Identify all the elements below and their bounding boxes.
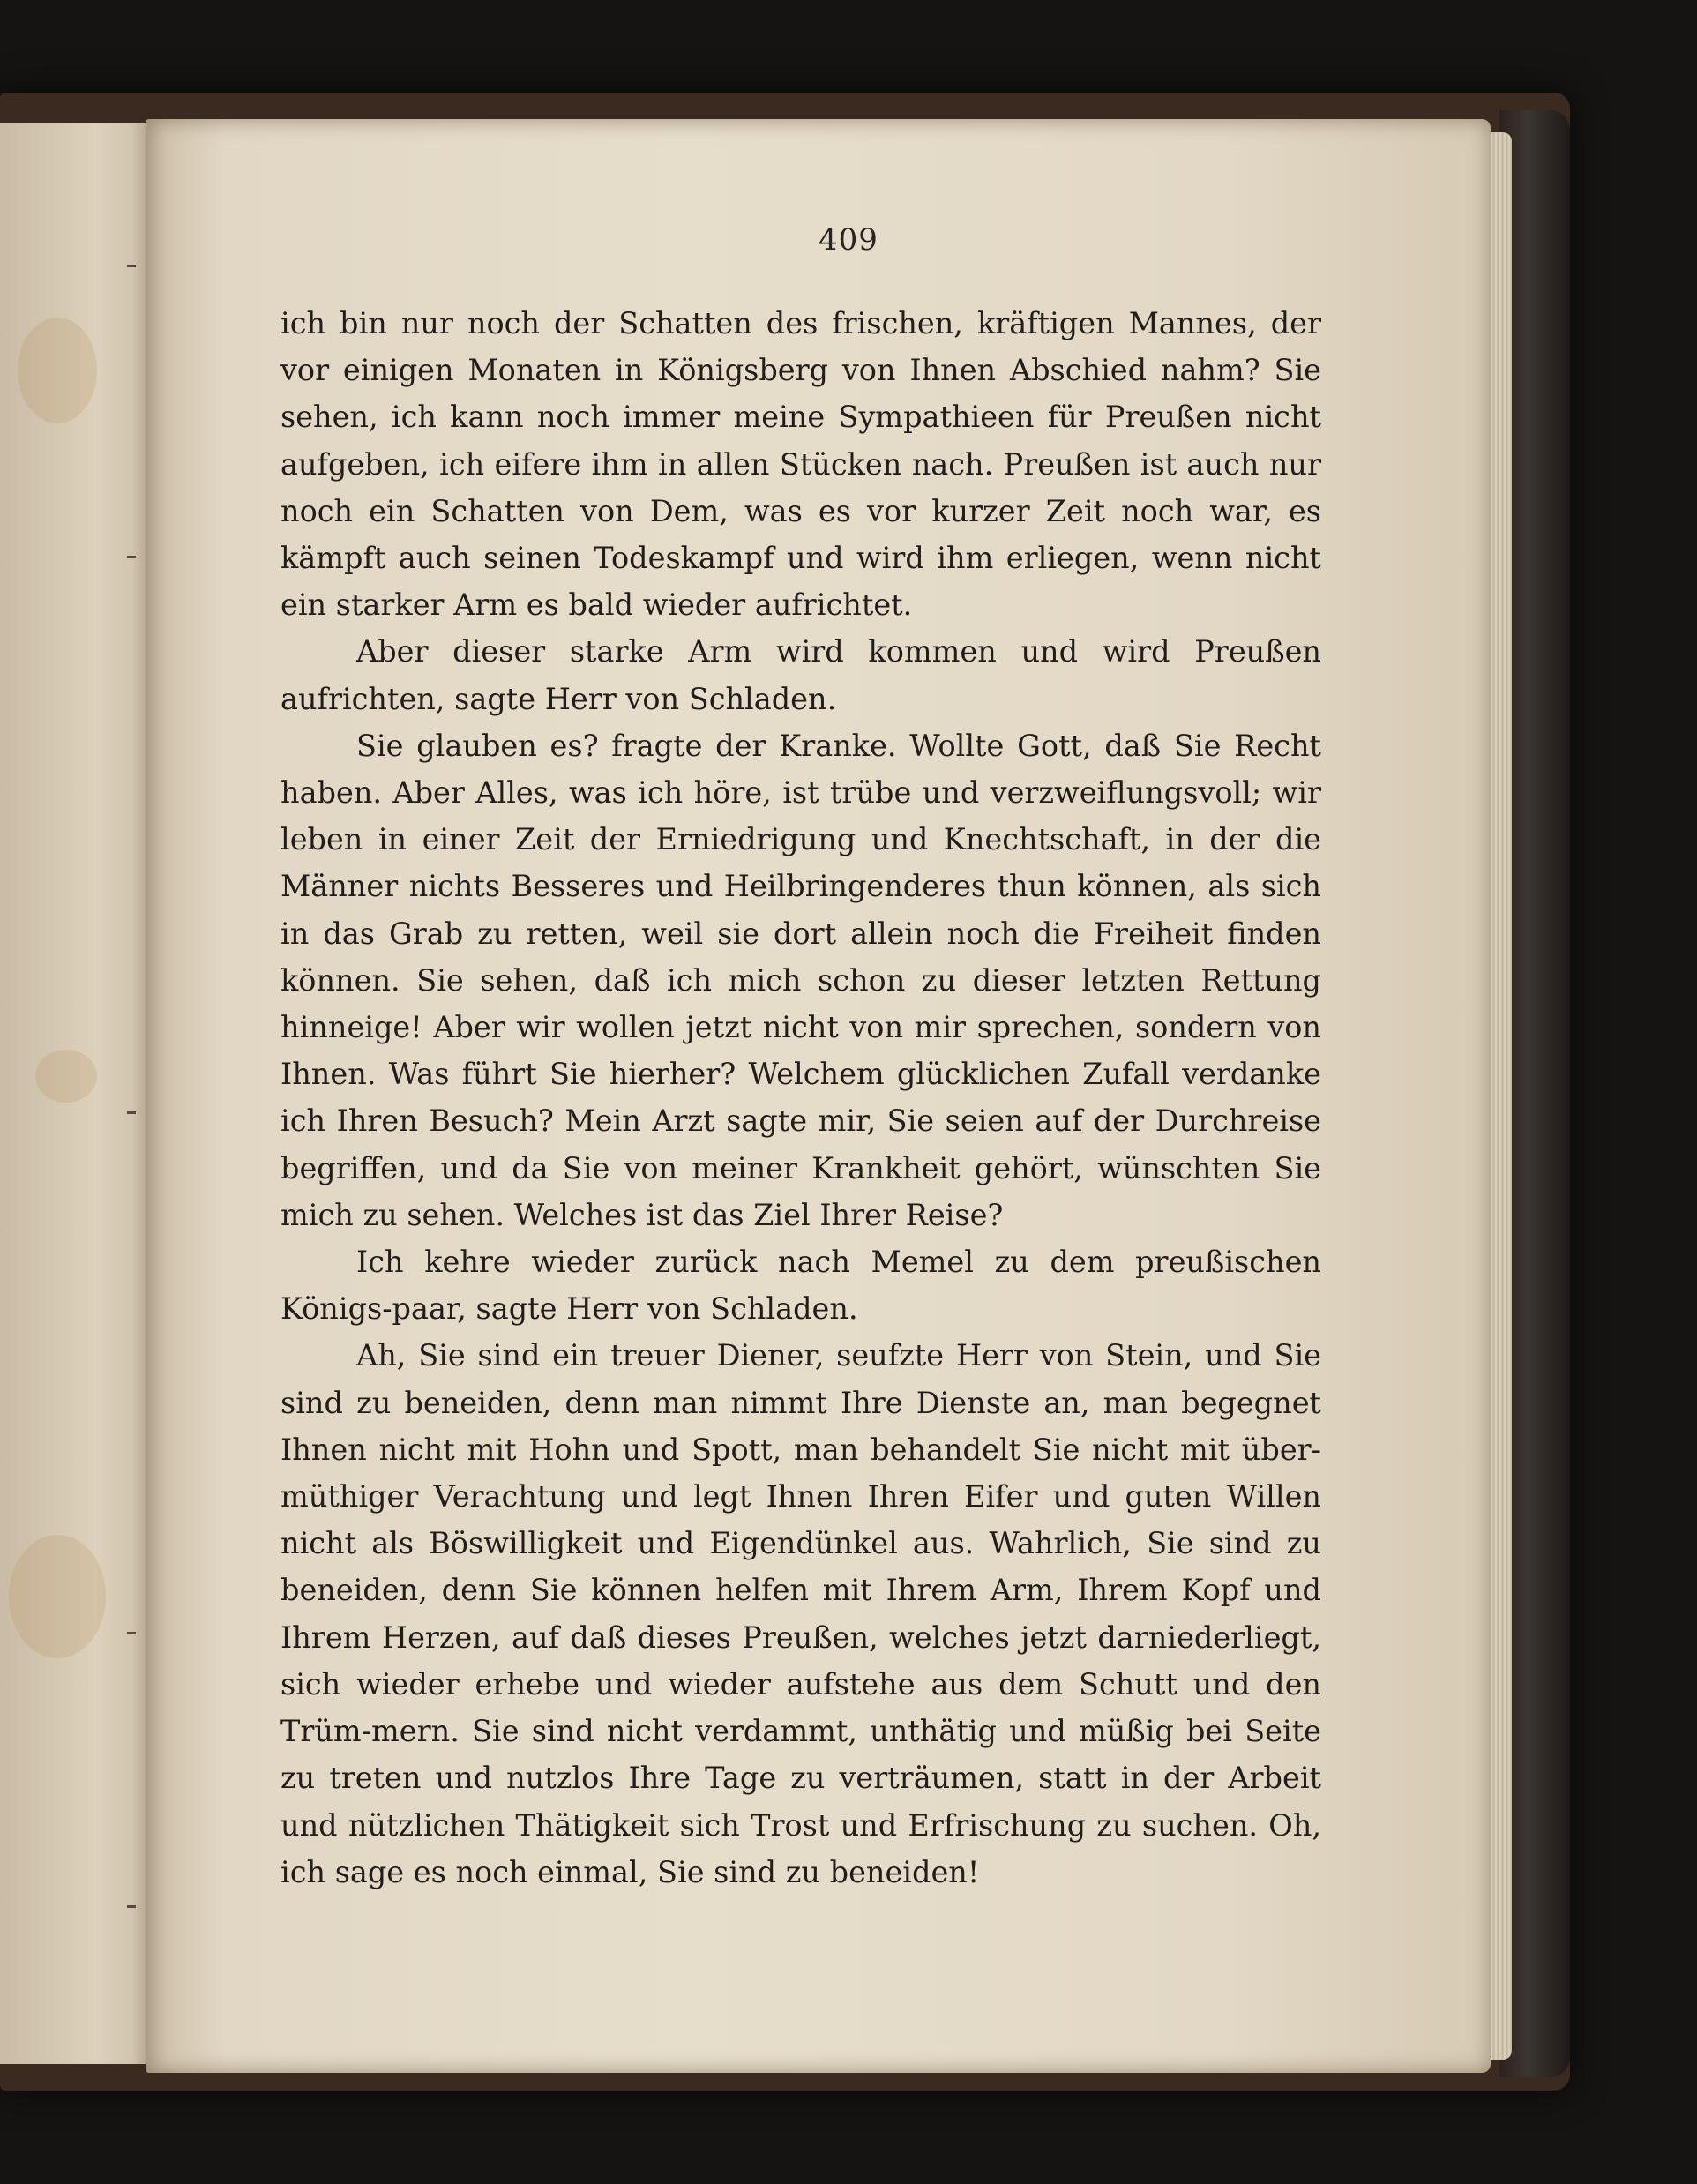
paragraph: ich bin nur noch der Schatten des frischen, kräftigen Mannes, der vor einigen Monaten in Königsberg von Ihnen Abschied nahm? Sie sehen, ich kann noch immer meine Sympathieen für Preußen nicht aufgeben, ich eifere ihm in allen Stücken nach. Preußen ist auch nur noch ein Schatten von Dem, was es vor kurzer Zeit noch war, es kämpft auch seinen Todeskampf und wird ihm erliegen, wenn nicht ein starker Arm es bald wieder aufrichtet. <box>280 306 1321 623</box>
page-number: 409 <box>819 222 878 258</box>
paper-stain <box>35 1050 97 1103</box>
paragraph: Ah, Sie sind ein treuer Diener, seufzte Herr von Stein, und Sie sind zu beneiden, denn man nimmt Ihre Dienste an, man begegnet Ihnen nicht mit Hohn und Spott, man behandelt Sie nicht mit über-müthiger Verachtung und legt Ihnen Ihren Eifer und guten Willen nicht als Böswilligkeit und Eigendünkel aus. Wahrlich, Sie sind zu beneiden, denn Sie können helfen mit Ihrem Arm, Ihrem Kopf und Ihrem Herzen, auf daß dieses Preußen, welches jetzt darniederliegt, sich wieder erhebe und wieder aufstehe aus dem Schutt und den Trüm-mern. Sie sind nicht verdammt, unthätig und müßig bei Seite zu treten und nutzlos Ihre Tage zu verträumen, statt in der Arbeit und nützlichen Thätigkeit sich Trost und Erfrischung zu suchen. Oh, ich sage es noch einmal, Sie sind zu beneiden! <box>280 1338 1321 1889</box>
paragraph: Aber dieser starke Arm wird kommen und wird Preußen aufrichten, sagte Herr von Schladen. <box>280 634 1321 716</box>
body-text <box>280 300 1321 1896</box>
paper-stain <box>9 1535 106 1658</box>
paragraph: Ich kehre wieder zurück nach Memel zu dem preußischen Königs-paar, sagte Herr von Schladen. <box>280 1245 1321 1327</box>
binding-thread-marks <box>123 265 141 1941</box>
paper-stain <box>18 318 97 423</box>
paragraph: Sie glauben es? fragte der Kranke. Wollte Gott, daß Sie Recht haben. Aber Alles, was ich höre, ist trübe und verzweiflungsvoll; wir leben in einer Zeit der Erniedrigung und Knechtschaft, in der die Männer nichts Besseres und Heilbringenderes thun können, als sich in das Grab zu retten, weil sie dort allein noch die Freiheit finden können. Sie sehen, daß ich mich schon zu dieser letzten Rettung hinneige! Aber wir wollen jetzt nicht von mir sprechen, sondern von Ihnen. Was führt Sie hierher? Welchem glücklichen Zufall verdanke ich Ihren Besuch? Mein Arzt sagte mir, Sie seien auf der Durchreise begriffen, und da Sie von meiner Krankheit gehört, wünschten Sie mich zu sehen. Welches ist das Ziel Ihrer Reise? <box>280 728 1321 1232</box>
